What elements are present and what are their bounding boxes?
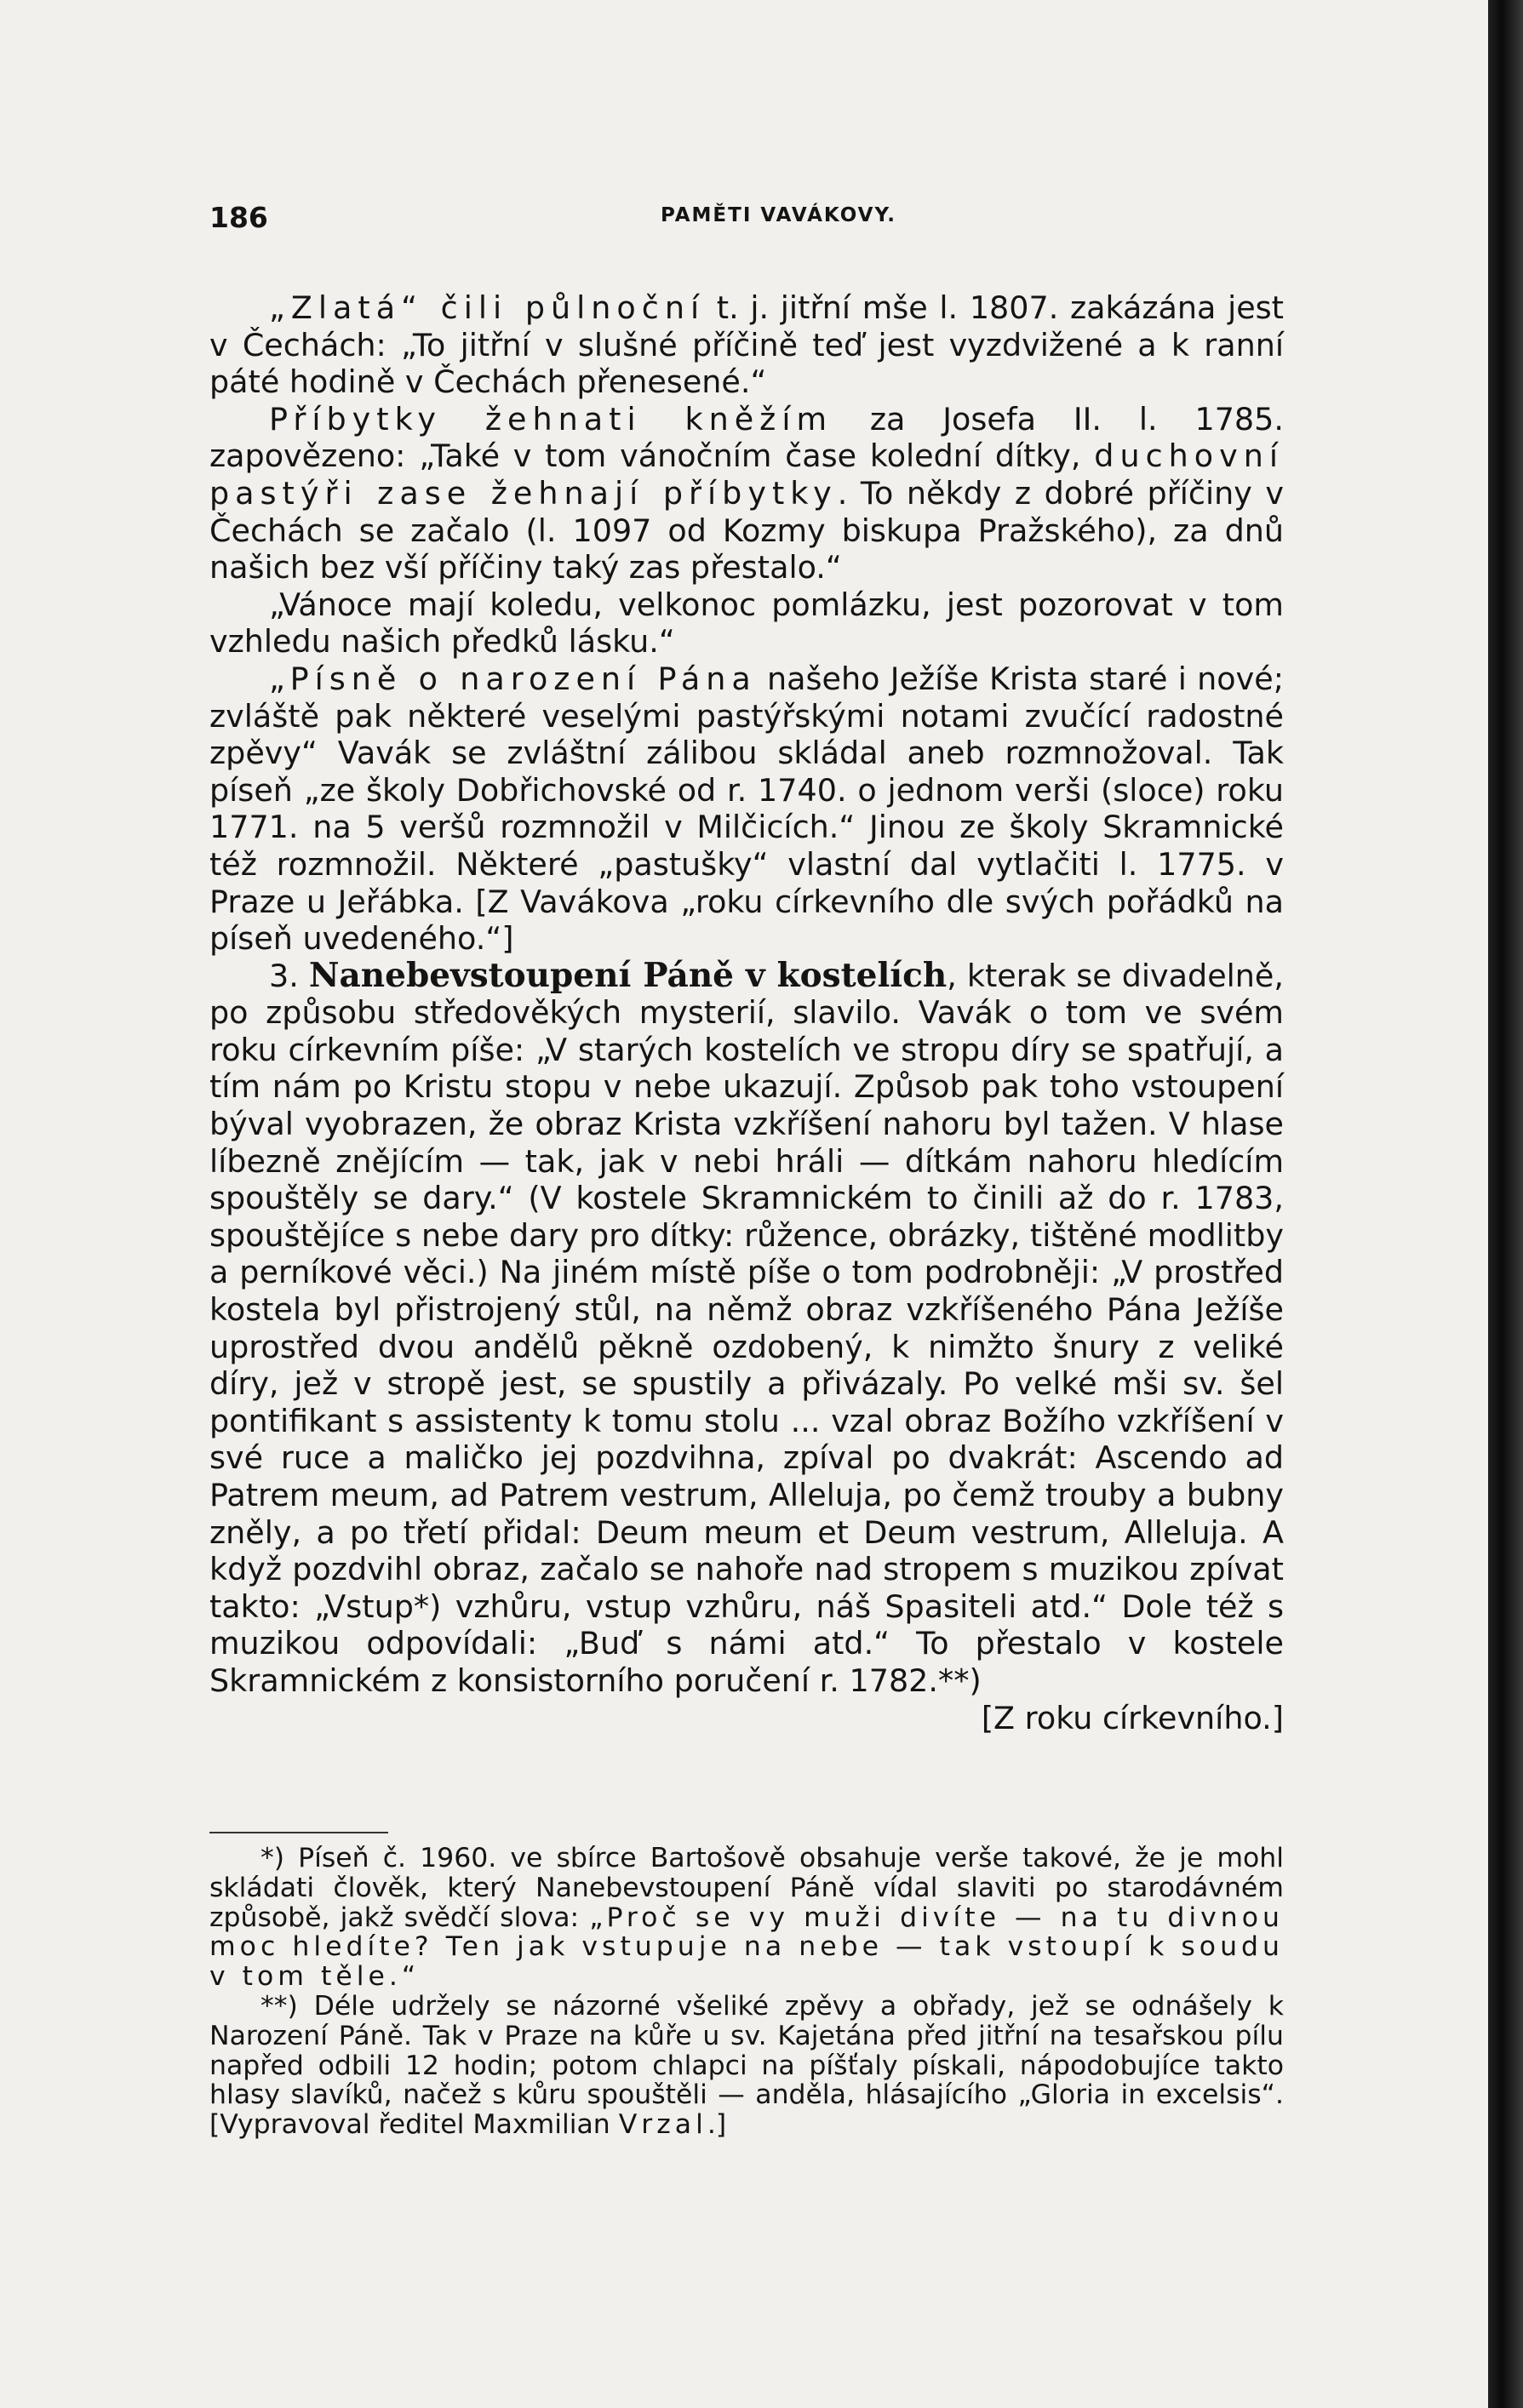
paragraph-text: , kterak se divadelně, po způsobu středověkých mysterií, slavilo. Vavák o tom ve svém roku církevním píše: „V starých kostelích ve stropu díry se spatřují, a tím nám po Kristu stopu v nebe ukazují. Způsob pak toho vstoupení býval vyobrazen, že obraz Krista vzkříšení nahoru byl tažen. V hlase líbezně znějícím — tak, jak v nebi hráli — dítkám nahoru hledícím spouštěly se dary.“ (V kostele Skramnickém to činili až do r. 1783, spouštějíce s nebe dary pro dítky: růžence, obrázky, tištěné modlitby a perníkové věci.) Na jiném místě píše o tom podrobněji: „V prostřed kostela byl přistrojený stůl, na němž obraz vzkříšeného Pána Ježíše uprostřed dvou andělů pěkně ozdobený, k nimžto šnury z veliké díry, jež v stropě jest, se spustily a přivázaly. Po velké mši sv. šel pontifikant s assistenty k tomu stolu ... vzal obraz Božího vzkříšení v své ruce a maličko jej pozdvihna, zpíval po dvakrát: Ascendo ad Patrem meum, ad Patrem vestrum, Alleluja, po čemž trouby a bubny zněly, a po třetí přidal: Deum meum et Deum vestrum, Alleluja. A když pozdvihl obraz, začalo se nahoře nad stropem s muzikou zpívat takto: „Vstup*) vzhůru, vstup vzhůru, náš Spasiteli atd.“ Dole též s muzikou odpovídali: „Buď s námi atd.“ To přestalo v kostele Skramnickém z konsistorního poručení r. 1782.**) xyxy=(209,957,1284,1699)
spaced-name: Vrzal xyxy=(618,2109,707,2141)
paragraph-text: . To někdy z dobré příčiny v Čechách se začalo (l. 1097 od Kozmy biskupa Pražského), za dnů našich bez vší příčiny taký zas přestalo.“ xyxy=(209,474,1284,586)
spaced-term: Příbytky žehnati kněžím xyxy=(269,400,833,438)
main-text xyxy=(209,289,1284,1736)
paragraph-zlata xyxy=(209,289,1284,401)
paragraph-text: t. j. jitřní mše l. 1807. zakázána jest v Čechách: „To jitřní v slušné příčině teď jest vyzdvižené a k ranní páté hodině v Čechách přenesené.“ xyxy=(209,289,1284,401)
footnote-divider xyxy=(209,1832,388,1833)
running-head xyxy=(209,201,1282,243)
spaced-term: „Písně o narození Pána xyxy=(269,660,757,697)
spaced-term: „Zlatá“ čili půlnoční xyxy=(269,289,706,326)
footnote-text: **) Déle udržely se názorné všeliké zpěvy a obřady, jež se odnášely k Narození Páně. Tak v Praze na kůře u sv. Kajetána před jitřní na tesařskou pílu napřed odbili 12 hodin; potom chlapci na píšťaly pískali, nápodobujíce takto hlasy slavíků, načež s kůru spouštěli — anděla, hlásajícího „Gloria in excelsis“. [Vypravoval ředitel Maxmilian xyxy=(209,1990,1284,2141)
page-number: 186 xyxy=(209,201,268,234)
footnote-text: .] xyxy=(707,2109,727,2141)
spaced-quote: „Proč se vy muži divíte — na tu divnou moc hledíte? Ten jak vstupuje na nebe — tak vstoupí k soudu v tom těle.“ xyxy=(209,1902,1284,1993)
spaced-term: duchovní pastýři zase žehnají příbytky xyxy=(209,438,1284,512)
paragraph-vanoce: „Vánoce mají koledu, velkonoc pomlázku, jest pozorovat v tom vzhledu našich předků lásku.“ xyxy=(209,586,1284,661)
footnotes xyxy=(209,1844,1284,2140)
footnote-2 xyxy=(209,1992,1284,2140)
section-number: 3. xyxy=(269,957,309,994)
paragraph-pisne xyxy=(209,661,1284,958)
paragraph-text: za Josefa II. l. 1785. zapovězeno: „Také v tom vánočním čase kolední dítky, xyxy=(209,400,1284,475)
page-edge-shadow xyxy=(1488,0,1523,2408)
source-reference: [Z roku církevního.] xyxy=(981,1699,1284,1736)
paragraph-text: našeho Ježíše Krista staré i nové; zvláště pak některé veselými pastýřskými notami zvučící radostné zpěvy“ Vavák se zvláštní zálibou skládal aneb rozmnožoval. Tak píseň „ze školy Dobřichovské od r. 1740. o jednom verši (sloce) roku 1771. na 5 veršů rozmnožil v Milčicích.“ Jinou ze školy Skramnické též rozmnožil. Některé „pastušky“ vlastní dal vytlačiti l. 1775. v Praze u Jeřábka. [Z Vavákova „roku církevního dle svých pořádků na píseň uvedeného.“] xyxy=(209,660,1284,958)
paragraph-pribytky xyxy=(209,401,1284,586)
footnote-1 xyxy=(209,1844,1284,1992)
footnote-text: *) Píseň č. 1960. ve sbírce Bartošově obsahuje verše takové, že je mohl skládati člověk, který Nanebevstoupení Páně vídal slaviti po starodávném způsobě, jakž svědčí slova: xyxy=(209,1843,1284,1933)
running-title: PAMĚTI VAVÁKOVY. xyxy=(661,204,897,226)
section-heading: Nanebevstoupení Páně v kostelích xyxy=(308,955,948,995)
paragraph-nanebevstoupeni xyxy=(209,955,1284,1736)
